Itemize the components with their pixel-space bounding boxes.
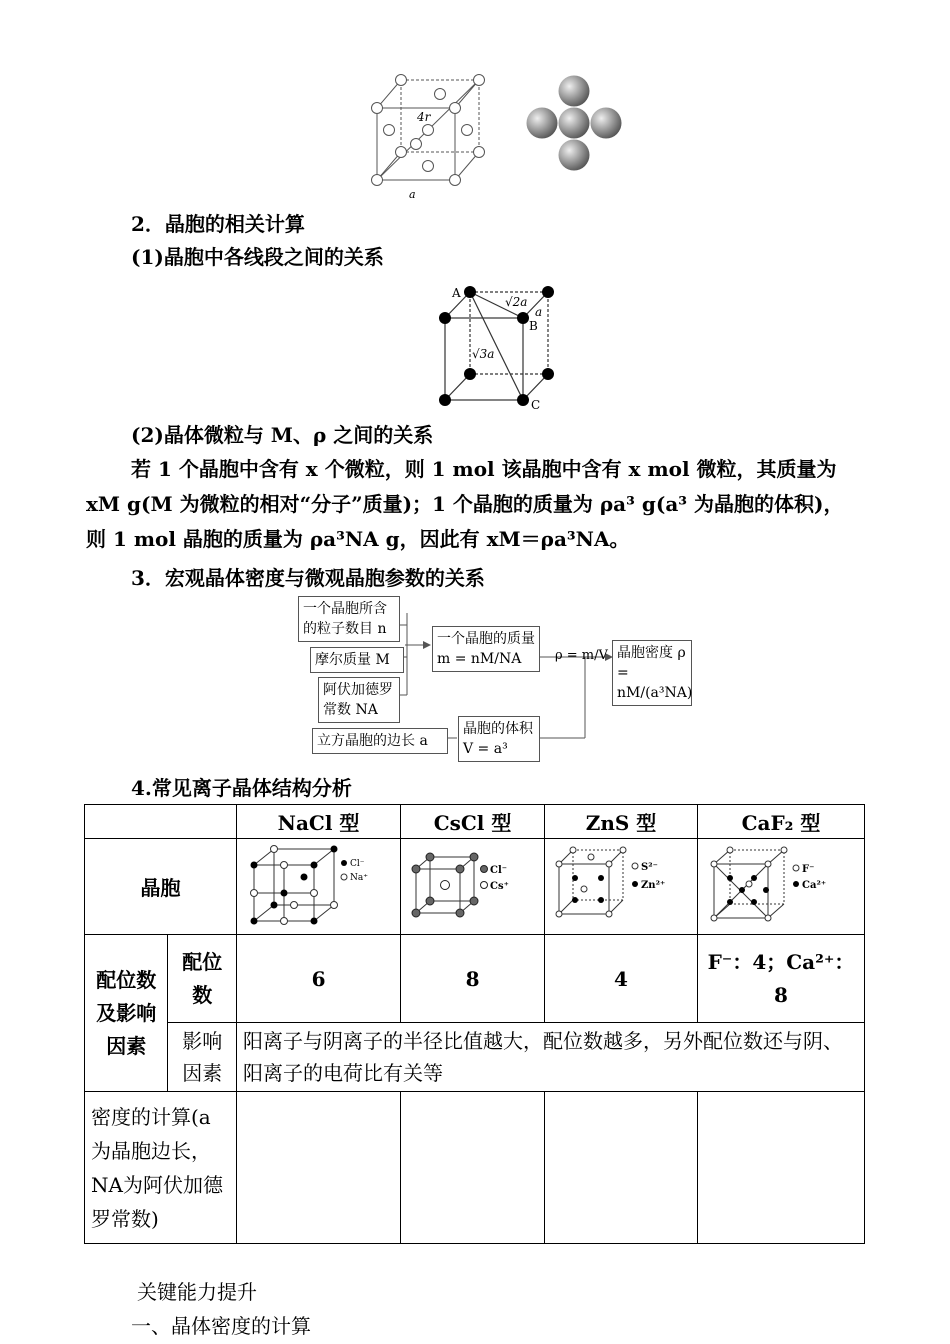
section2-title: 2．晶胞的相关计算 xyxy=(131,212,305,236)
section3-title: 3．宏观晶体密度与微观晶胞参数的关系 xyxy=(131,566,485,590)
flow-box-particles: 一个晶胞所含的粒子数目 n xyxy=(298,596,400,642)
nacl-cell xyxy=(237,839,401,935)
svg-text:a: a xyxy=(535,305,543,319)
density-nacl xyxy=(237,1092,401,1244)
header-zns: ZnS 型 xyxy=(545,805,698,839)
footer-heading: 关键能力提升 xyxy=(137,1280,257,1304)
svg-text:F⁻: F⁻ xyxy=(802,864,815,875)
density-cscl xyxy=(401,1092,545,1244)
flow-box-volume: 晶胞的体积 V = a³ xyxy=(458,716,540,762)
coord-cscl: 8 xyxy=(401,935,545,1023)
para-line1: 若 1 个晶胞中含有 x 个微粒，则 1 mol 该晶胞中含有 x mol 微粒，其质量为 xyxy=(131,457,837,481)
para-line2: xM g(M 为微粒的相对“分子”质量)；1 个晶胞的质量为 ρa³ g(a³ 为晶胞的体积)， xyxy=(86,492,844,516)
spheres-figure xyxy=(525,75,625,173)
row-label-cell: 晶胞 xyxy=(85,839,237,935)
svg-text:B: B xyxy=(529,319,538,333)
flow-box-cell-mass: 一个晶胞的质量 m = nM/NA xyxy=(432,626,540,672)
nacl-structure xyxy=(244,845,394,925)
svg-text:Na⁺: Na⁺ xyxy=(349,873,368,883)
row-label-density: 密度的计算(a 为晶胞边长，NA为阿伏加德罗常数) xyxy=(85,1092,237,1244)
flow-box-avogadro: 阿伏加德罗常数 NA xyxy=(318,677,400,723)
row-label-coord: 配位数 xyxy=(168,935,237,1023)
section4-title: 4.常见离子晶体结构分析 xyxy=(131,776,352,800)
section2-sub2: (2)晶体微粒与 M、ρ 之间的关系 xyxy=(131,423,434,447)
svg-text:C: C xyxy=(531,398,541,412)
svg-text:Cl⁻: Cl⁻ xyxy=(489,865,507,876)
coord-caf2: F⁻：4；Ca²⁺：8 xyxy=(698,935,865,1023)
zns-structure xyxy=(551,844,691,924)
density-zns xyxy=(545,1092,698,1244)
svg-text:√3a: √3a xyxy=(472,347,495,361)
zns-cell xyxy=(545,839,698,935)
section2-sub1: (1)晶胞中各线段之间的关系 xyxy=(131,245,384,269)
svg-text:√2a: √2a xyxy=(505,295,528,309)
svg-text:Cl⁻: Cl⁻ xyxy=(349,859,365,869)
row-label-factor: 影响因素 xyxy=(168,1023,237,1092)
flow-box-molar-mass: 摩尔质量 M xyxy=(310,647,404,673)
svg-text:4r: 4r xyxy=(417,110,431,124)
ionic-crystal-table xyxy=(84,804,865,1244)
row-group-coord: 配位数及影响因素 xyxy=(85,935,168,1092)
svg-text:A: A xyxy=(452,286,461,300)
coord-zns: 4 xyxy=(545,935,698,1023)
cube-diagonal-figure xyxy=(435,278,575,413)
caf2-structure xyxy=(706,844,856,924)
header-caf2: CaF₂ 型 xyxy=(698,805,865,839)
fcc-cube-figure xyxy=(365,68,485,203)
flow-box-edge: 立方晶胞的边长 a xyxy=(312,728,448,754)
svg-text:Zn²⁺: Zn²⁺ xyxy=(641,880,666,891)
header-nacl: NaCl 型 xyxy=(237,805,401,839)
footer-sub: 一、晶体密度的计算 xyxy=(131,1314,311,1338)
header-blank xyxy=(85,805,237,839)
svg-text:Ca²⁺: Ca²⁺ xyxy=(802,880,827,891)
factor-text: 阳离子与阴离子的半径比值越大，配位数越多，另外配位数还与阴、阳离子的电荷比有关等 xyxy=(237,1023,865,1092)
svg-text:a: a xyxy=(409,188,416,201)
svg-text:Cs⁺: Cs⁺ xyxy=(489,881,509,892)
flow-formula-rho: ρ = m/V xyxy=(555,648,608,663)
para-line3: 则 1 mol 晶胞的质量为 ρa³NA g，因此有 xM＝ρa³NA。 xyxy=(86,527,630,551)
caf2-cell xyxy=(698,839,865,935)
density-caf2 xyxy=(698,1092,865,1244)
cscl-cell xyxy=(401,839,545,935)
header-cscl: CsCl 型 xyxy=(401,805,545,839)
coord-nacl: 6 xyxy=(237,935,401,1023)
svg-text:S²⁻: S²⁻ xyxy=(641,862,658,873)
cscl-structure xyxy=(408,849,538,919)
flow-box-density: 晶胞密度 ρ = nM/(a³NA) xyxy=(612,640,692,706)
